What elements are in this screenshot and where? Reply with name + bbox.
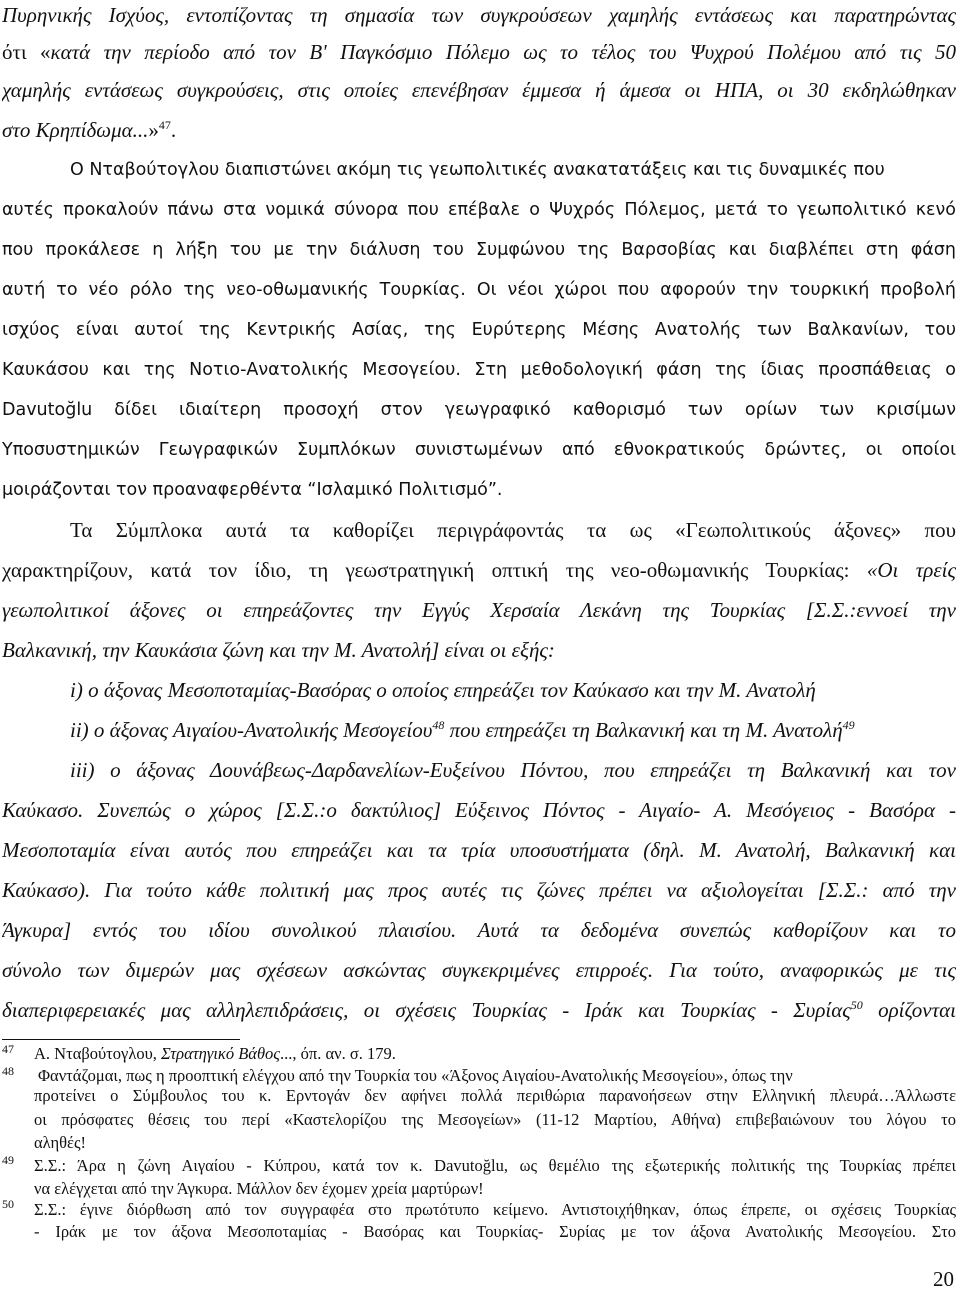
quote-text: χαμηλής εντάσεως συγκρούσεις, στις οποίες επενέβησαν έμμεσα ή άμεσα οι ΗΠΑ, οι 30 εκδηλώθηκαν	[2, 78, 956, 102]
footnote-48-line-3: οι πρόσφατες θέσεις του περί «Καστελορίζου της Μεσογείων» (11-12 Μαρτίου, Αθήνα) επιβεβαιώνουν του λόγου το	[34, 1110, 956, 1129]
footnote-number-48: 48	[2, 1064, 14, 1078]
footnote-number-49: 49	[2, 1153, 14, 1167]
text: ..., όπ. αν. σ. 179.	[280, 1044, 396, 1063]
footnote-50-line-2: - Ιράκ με τον άξονα Μεσοποταμίας - Βασόρας και Τουρκίας- Συρίας με τον άξονα Ανατολικής Μεσογείου. Στο	[34, 1222, 956, 1241]
text: .	[170, 118, 177, 142]
text: ότι «	[2, 40, 51, 64]
body-line-16	[2, 596, 956, 624]
text: Καυκάσου και της Νοτιο-Ανατολικής Μεσογείου. Στη μεθοδολογική φάση της ίδιας προσπάθειας ο	[2, 360, 956, 380]
footnote-50-line-1: Σ.Σ.: έγινε διόρθωση από τον συγγραφέα στο πρωτότυπο κείμενο. Αντιστοιχήθηκαν, όπως έπρεπε, οι σχέσεις Τουρκίας	[34, 1200, 956, 1219]
body-line-12	[2, 436, 956, 464]
quote-text: iii) ο άξονας Δουνάβεως-Δαρδανελίων-Ευξείνου Πόντου, που επηρεάζει τη Βαλκανική και τον	[70, 758, 956, 782]
quote-text: Βαλκανική, την Καυκάσια ζώνη και την Μ. Ανατολή] είναι οι εξής:	[2, 638, 555, 662]
footnote-number-47: 47	[2, 1042, 14, 1056]
footnote-48-line-2: προτείνει ο Σύμβουλος του κ. Ερντογάν δεν αφήνει πολλά περιθώρια παρανοήσεων στην Ελληνική πλευρά…Άλλωστε	[34, 1086, 956, 1105]
axis-item-ii	[70, 716, 956, 744]
quote-text: γεωπολιτικοί άξονες οι επηρεάζοντες την Εγγύς Χερσαία Λεκάνη της Τουρκίας [Σ.Σ.:εννοεί την	[2, 598, 956, 622]
text: Τα Σύμπλοκα αυτά τα καθορίζει περιγράφοντάς τα ως «Γεωπολιτικούς άξονες» που	[70, 518, 956, 542]
quote-text: που επηρεάζει τη Βαλκανική και τη Μ. Ανατολή	[444, 718, 843, 742]
text: »	[148, 118, 159, 142]
body-line-17	[2, 636, 956, 664]
body-line-1	[2, 1, 956, 29]
text: αυτές προκαλούν πάνω στα νομικά σύνορα που επέβαλε ο Ψυχρός Πόλεμος, μετά το γεωπολιτικό κενό	[2, 200, 956, 220]
body-line-23	[2, 876, 956, 904]
cited-title: Στρατηγικό Βάθος	[161, 1044, 281, 1063]
footnote-49-line-1: Σ.Σ.: Άρα η ζώνη Αιγαίου - Κύπρου, κατά τον κ. Davutoğlu, ως θεμέλιο της εξωτερικής πολιτικής της Τουρκίας πρέπει	[34, 1156, 956, 1175]
body-line-10	[2, 356, 956, 384]
body-line-13	[2, 476, 956, 504]
text: χαρακτηρίζουν, κατά τον ίδιο, τη γεωστρατηγική οπτική της νεο-οθωμανικής Τουρκίας:	[2, 558, 867, 582]
footnote-ref-47[interactable]: 47	[158, 118, 171, 132]
footnote-separator	[2, 1039, 240, 1040]
body-line-22	[2, 836, 956, 864]
quote-text: διαπεριφερειακές μας αλληλεπιδράσεις, οι σχέσεις Τουρκίας - Ιράκ και Τουρκίας - Συρίας	[2, 998, 851, 1022]
body-line-4	[2, 116, 956, 144]
footnote-47	[34, 1044, 954, 1064]
quote-text: στο Κρηπίδωμα...	[2, 118, 149, 142]
body-line-6	[2, 196, 956, 224]
body-line-26	[2, 996, 956, 1024]
quote-text: Καύκασο. Συνεπώς ο χώρος [Σ.Σ.:ο δακτύλιος] Εύξεινος Πόντος - Αιγαίο- Α. Μεσόγειος - Βασόρα -	[2, 798, 956, 822]
quote-text: Άγκυρα] εντός του ιδίου συνολικού πλαισίου. Αυτά τα δεδομένα συνεπώς καθορίζουν και το	[2, 918, 956, 942]
quote-text: «Οι τρείς	[866, 558, 956, 582]
body-line-14	[70, 516, 956, 544]
page-number: 20	[933, 1267, 954, 1291]
body-line-25	[2, 956, 956, 984]
body-line-3	[2, 76, 956, 104]
footnote-ref-50[interactable]: 50	[850, 998, 863, 1012]
quote-text: ii) ο άξονας Αιγαίου-Ανατολικής Μεσογείου	[70, 718, 433, 742]
body-line-2	[2, 38, 956, 66]
axis-item-i	[70, 676, 956, 704]
quote-text: i) ο άξονας Μεσοποταμίας-Βασόρας ο οποίος επηρεάζει τον Καύκασο και την Μ. Ανατολή	[70, 678, 816, 702]
body-line-24	[2, 916, 956, 944]
body-line-8	[2, 276, 956, 304]
body-line-21	[2, 796, 956, 824]
footnote-number-50: 50	[2, 1197, 14, 1211]
footnote-49-line-2: να ελέγχεται από την Άγκυρα. Μάλλον δεν έχομεν χρεία μαρτύρων!	[34, 1179, 484, 1198]
body-line-9	[2, 316, 956, 344]
text: Πυρηνικής Ισχύος, εντοπίζοντας τη σημασία των συγκρούσεων χαμηλής εντάσεως και παρατηρώντας	[2, 3, 956, 27]
footnote-48-line-1: Φαντάζομαι, πως η προοπτική ελέγχου από την Τουρκία του «Άξονος Αιγαίου-Ανατολικής Μεσογείου», όπως την	[38, 1066, 793, 1085]
axis-item-iii	[70, 756, 956, 784]
text: Ο Νταβούτογλου διαπιστώνει ακόμη τις γεωπολιτικές ανακατατάξεις και τις δυναμικές που	[70, 160, 885, 180]
text: Α. Νταβούτογλου,	[34, 1044, 162, 1063]
text: ισχύος είναι αυτοί της Κεντρικής Ασίας, της Ευρύτερης Μέσης Ανατολής των Βαλκανίων, του	[2, 320, 956, 340]
text: που προκάλεσε η λήξη του με την διάλυση του Συμφώνου της Βαρσοβίας και διαβλέπει στη φάση	[2, 240, 956, 260]
footnote-ref-49[interactable]: 49	[842, 718, 855, 732]
text: Davutoğlu δίδει ιδιαίτερη προσοχή στον γεωγραφικό καθορισμό των ορίων των κρισίμων	[2, 400, 956, 420]
body-line-11	[2, 396, 956, 424]
text: Υποσυστημικών Γεωγραφικών Συμπλόκων συνιστωμένων από εθνοκρατικούς δρώντες, οι οποίοι	[2, 440, 956, 460]
quote-text: Μεσοποταμία είναι αυτός που επηρεάζει και τα τρία υποσυστήματα (δηλ. Μ. Ανατολή, Βαλκανική και	[2, 838, 956, 862]
text: μοιράζονται τον προαναφερθέντα “Ισλαμικό Πολιτισμό”.	[2, 480, 503, 500]
footnote-48-line-4: αληθές!	[34, 1133, 86, 1152]
body-line-15	[2, 556, 956, 584]
quote-text: σύνολο των διμερών μας σχέσεων ασκώντας συγκεκριμένες επιρροές. Για τούτο, αναφορικώς με τις	[2, 958, 956, 982]
body-line-5	[70, 156, 956, 184]
text: αυτή το νέο ρόλο της νεο-οθωμανικής Τουρκίας. Οι νέοι χώροι που αφορούν την τουρκική προβολή	[2, 280, 956, 300]
quote-text: Καύκασο). Για τούτο κάθε πολιτική μας προς αυτές τις ζώνες πρέπει να αξιολογείται [Σ.Σ.: από την	[2, 878, 956, 902]
quote-text: ορίζονται	[862, 998, 956, 1022]
quote-text: κατά την περίοδο από τον Β' Παγκόσμιο Πόλεμο ως το τέλος του Ψυχρού Πολέμου από τις 50	[50, 40, 956, 64]
footnote-ref-48[interactable]: 48	[432, 718, 445, 732]
body-line-7	[2, 236, 956, 264]
